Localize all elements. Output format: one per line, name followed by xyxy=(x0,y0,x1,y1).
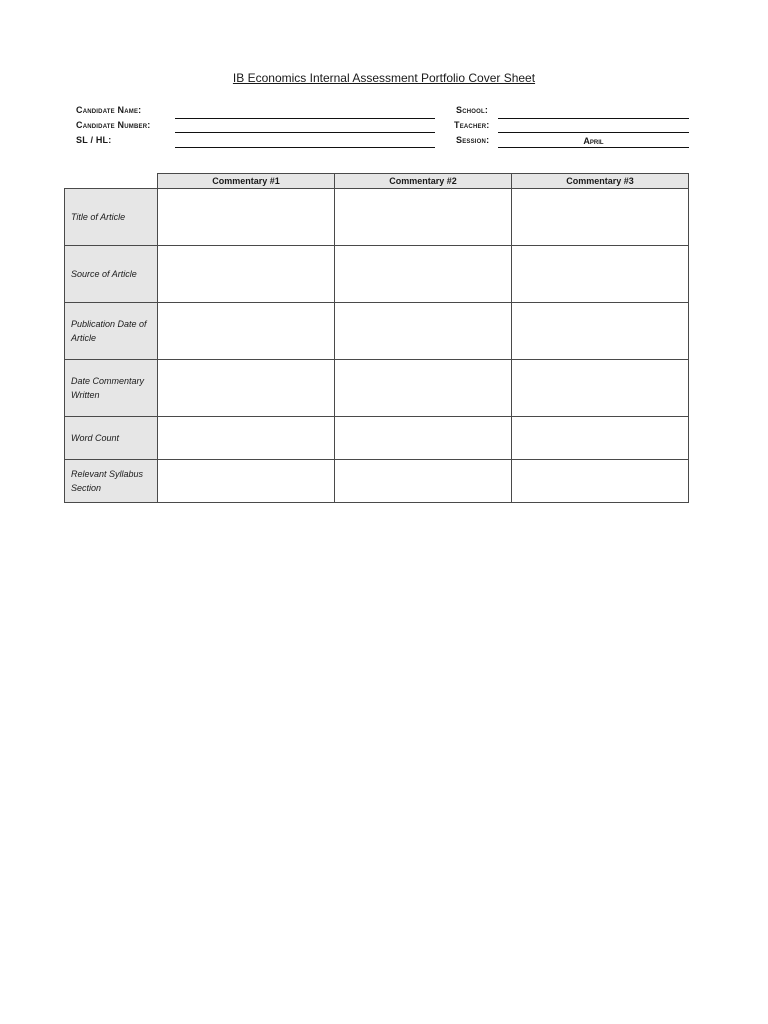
table-cell[interactable] xyxy=(158,189,335,246)
column-header-commentary-2: Commentary #2 xyxy=(335,174,512,189)
column-header-commentary-3: Commentary #3 xyxy=(512,174,689,189)
column-header-commentary-1: Commentary #1 xyxy=(158,174,335,189)
table-cell[interactable] xyxy=(512,360,689,417)
row-header-relevant-syllabus-section: Relevant Syllabus Section xyxy=(65,460,158,503)
commentary-table xyxy=(64,173,689,503)
candidate-number-field[interactable] xyxy=(175,120,435,133)
table-cell[interactable] xyxy=(512,246,689,303)
table-cell[interactable] xyxy=(335,417,512,460)
candidate-name-field[interactable] xyxy=(175,106,435,119)
table-row xyxy=(65,189,689,246)
table-cell[interactable] xyxy=(158,417,335,460)
row-header-source-of-article: Source of Article xyxy=(65,246,158,303)
school-label: School: xyxy=(456,105,489,115)
table-cell[interactable] xyxy=(158,360,335,417)
table-cell[interactable] xyxy=(158,246,335,303)
table-cell[interactable] xyxy=(512,189,689,246)
teacher-label: Teacher: xyxy=(454,120,490,130)
row-header-word-count: Word Count xyxy=(65,417,158,460)
row-header-date-commentary-written: Date Commentary Written xyxy=(65,360,158,417)
table-cell[interactable] xyxy=(512,460,689,503)
candidate-name-label: Candidate Name: xyxy=(76,105,142,115)
sl-hl-label: SL / HL: xyxy=(76,135,112,145)
table-cell[interactable] xyxy=(158,303,335,360)
school-field[interactable] xyxy=(498,106,689,119)
session-field[interactable]: April xyxy=(498,135,689,148)
table-row xyxy=(65,417,689,460)
table-corner xyxy=(65,174,158,189)
table-row xyxy=(65,246,689,303)
table-cell[interactable] xyxy=(335,189,512,246)
candidate-number-label: Candidate Number: xyxy=(76,120,151,130)
sl-hl-field[interactable] xyxy=(175,135,435,148)
document-title: IB Economics Internal Assessment Portfolio Cover Sheet xyxy=(232,71,536,85)
table-cell[interactable] xyxy=(512,417,689,460)
row-header-title-of-article: Title of Article xyxy=(65,189,158,246)
table-header-row xyxy=(65,174,689,189)
table-cell[interactable] xyxy=(512,303,689,360)
table-cell[interactable] xyxy=(158,460,335,503)
table-cell[interactable] xyxy=(335,246,512,303)
table-row xyxy=(65,360,689,417)
table-cell[interactable] xyxy=(335,303,512,360)
table-row xyxy=(65,460,689,503)
table-cell[interactable] xyxy=(335,460,512,503)
teacher-field[interactable] xyxy=(498,120,689,133)
row-header-publication-date: Publication Date of Article xyxy=(65,303,158,360)
session-label: Session: xyxy=(456,135,490,145)
table-cell[interactable] xyxy=(335,360,512,417)
table-row xyxy=(65,303,689,360)
